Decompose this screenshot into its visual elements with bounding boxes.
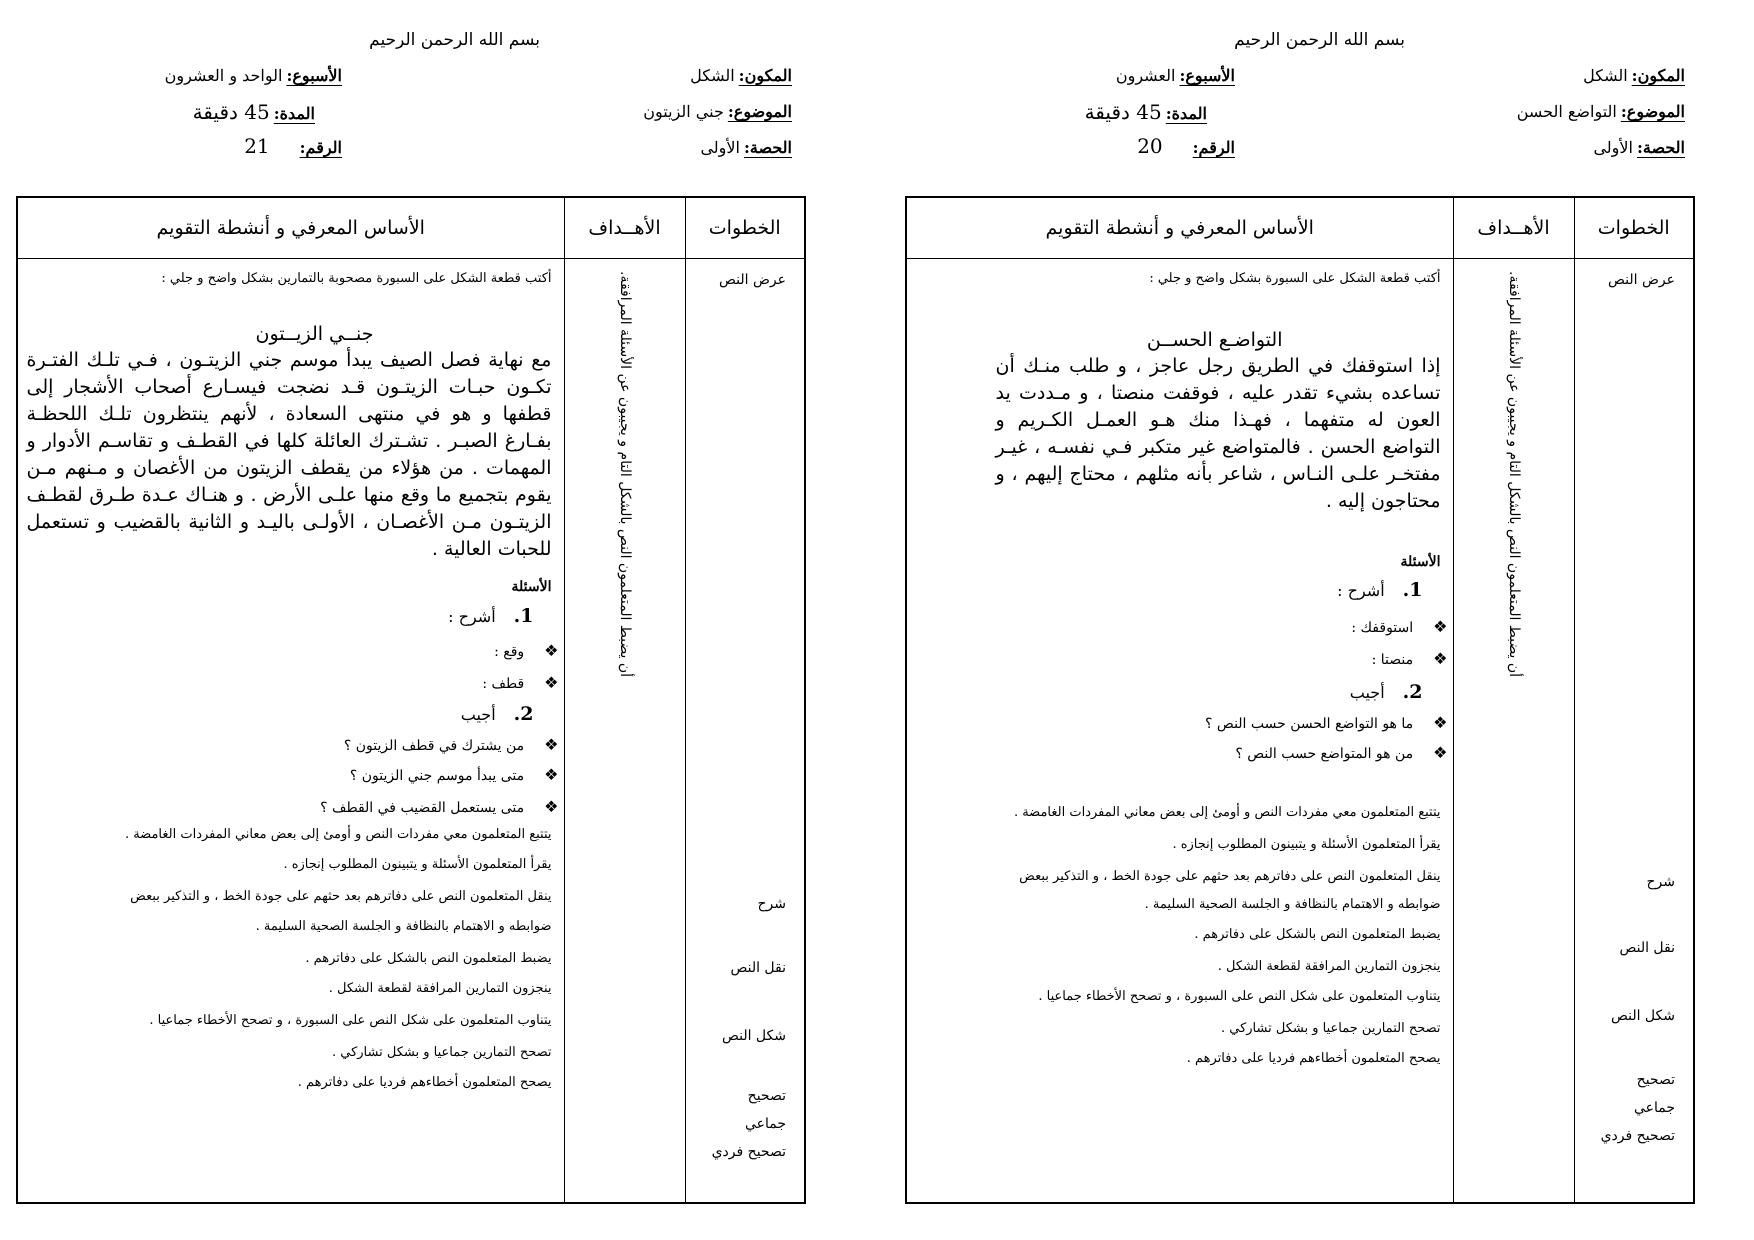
step-copy: نقل النص	[1619, 940, 1675, 956]
lesson-sheet-20	[895, 0, 1715, 1240]
question-1-number: 1.	[1402, 579, 1423, 601]
step-explain: شرح	[757, 896, 786, 912]
question-1-item: ❖وقع :	[494, 641, 559, 660]
activity-line: يتناوب المتعلمون على شكل النص على السبورة ، و تصحح الأخطاء جماعيا .	[149, 1013, 552, 1028]
activity-line: تصحح التمارين جماعيا و بشكل تشاركي .	[1220, 1021, 1441, 1036]
question-2	[461, 703, 534, 725]
header-steps: الخطوات	[685, 197, 805, 259]
diamond-bullet-icon: ❖	[1433, 649, 1448, 668]
questions-heading: الأسئلة	[1400, 554, 1441, 570]
step-collective: جماعي	[1633, 1100, 1675, 1116]
week-field	[1116, 66, 1235, 85]
lesson-table	[905, 196, 1695, 1204]
activities-cell	[906, 259, 1453, 1204]
objective-text: أن يضبط المتعلمون النص بالشكل التام و يجيبون عن الأسئلة المرافقة.	[617, 271, 634, 678]
question-1-item: ❖قطف :	[482, 673, 559, 692]
duration-value: 45 دقيقة	[192, 100, 270, 124]
duration-label: المدة:	[273, 104, 315, 123]
question-2-item: ❖من هو المتواضع حسب النص ؟	[1235, 743, 1448, 762]
step-explain: شرح	[1646, 874, 1675, 890]
board-instruction: أكتب قطعة الشكل على السبورة مصحوبة بالتمارين بشكل واضح و جلي :	[161, 271, 552, 286]
number-value: 21	[244, 134, 270, 158]
steps-cell	[1574, 259, 1694, 1204]
header-steps: الخطوات	[1574, 197, 1694, 259]
diamond-bullet-icon: ❖	[1433, 617, 1448, 636]
passage-title: التواضـع الحســن	[1146, 329, 1283, 351]
activities-cell	[17, 259, 564, 1204]
session-field	[700, 138, 792, 157]
step-vowel: شكل النص	[721, 1028, 786, 1044]
duration-label: المدة:	[1165, 104, 1207, 123]
step-display: عرض النص	[1608, 272, 1675, 288]
session-label: الحصة:	[1636, 138, 1685, 157]
question-1-item: ❖منصتا :	[1371, 649, 1448, 668]
activity-line: يتتبع المتعلمون معي مفردات النص و أومئ إلى بعض معاني المفردات الغامضة .	[1013, 805, 1441, 820]
activity-line: تصحح التمارين جماعيا و بشكل تشاركي .	[331, 1045, 552, 1060]
session-field	[1593, 138, 1685, 157]
question-2-item: ❖من يشترك في قطف الزيتون ؟	[343, 735, 559, 754]
number-field	[1137, 134, 1235, 158]
objectives-cell	[564, 259, 685, 1204]
question-1	[1337, 579, 1422, 601]
question-2-item: ❖متى يستعمل القضيب في القطف ؟	[320, 797, 559, 816]
activity-line: ينجزون التمارين المرافقة لقطعة الشكل .	[328, 981, 552, 996]
question-2-number: 2.	[1402, 681, 1423, 703]
objectives-cell	[1453, 259, 1574, 1204]
question-1-label: أشرح :	[1337, 581, 1385, 600]
week-label: الأسبوع:	[1179, 66, 1235, 85]
step-individual: تصحيح فردي	[1600, 1128, 1675, 1144]
question-2	[1350, 681, 1423, 703]
component-value: الشكل	[690, 66, 735, 85]
duration-field	[1085, 100, 1207, 124]
component-field	[1583, 66, 1685, 85]
week-value: العشرون	[1115, 66, 1176, 85]
step-vowel: شكل النص	[1610, 1008, 1675, 1024]
week-value: الواحد و العشرون	[164, 66, 283, 85]
duration-value: 45 دقيقة	[1084, 100, 1162, 124]
diamond-bullet-icon: ❖	[544, 765, 559, 784]
diamond-bullet-icon: ❖	[544, 797, 559, 816]
diamond-bullet-icon: ❖	[544, 735, 559, 754]
diamond-bullet-icon: ❖	[544, 641, 559, 660]
activity-line: يقرأ المتعلمون الأسئلة و يتبينون المطلوب إنجازه .	[283, 857, 552, 872]
question-2-label: أجيب	[460, 705, 496, 724]
question-2-item: ❖متى يبدأ موسم جني الزيتون ؟	[349, 765, 559, 784]
activity-line: يضبط المتعلمون النص بالشكل على دفاترهم .	[305, 951, 552, 966]
basmala: بسم الله الرحمن الرحيم	[369, 30, 540, 50]
objective-text: أن يضبط المتعلمون النص بالشكل التام و يجيبون عن الأسئلة المرافقة.	[1506, 271, 1523, 678]
duration-field	[193, 100, 315, 124]
activity-line: يصحح المتعلمون أخطاءهم فرديا على دفاترهم .	[1186, 1051, 1441, 1066]
session-value: الأولى	[1593, 138, 1633, 157]
question-1	[448, 605, 533, 627]
activity-line: ينجزون التمارين المرافقة لقطعة الشكل .	[1217, 959, 1441, 974]
step-correct: تصحيح	[1636, 1072, 1675, 1088]
session-value: الأولى	[700, 138, 740, 157]
passage-title: جنــي الزيــتون	[255, 323, 374, 345]
week-field	[165, 66, 342, 85]
question-1-item: ❖استوقفك :	[1351, 617, 1448, 636]
topic-value: التواضع الحسن	[1516, 102, 1617, 121]
passage-text: مع نهاية فصل الصيف يبدأ موسم جني الزيتـون ، فـي تلـك الفتـرة تكـون حبـات الزيتـون قـد نضجت فيسـارع أصحاب الأشجار إلى قطفها و هو في منتهى السعادة ، لأنهم ينتظرون تلـك اللحظـة بفـارغ الصبـر . تشـترك العائلة كلها في القطـف و تقاسـم الأدوار و المهمات . من هؤلاء من يقطف الزيتون من الأغصان و مـنهم مـن يقوم بتجميع ما وقع منها علـى الأرض . و هنـاك عـدة طـرق لقطـف الزيتـون مـن الأغصـان ، الأولـى باليـد و الثانية بالقضيب و تستعمل للحبات العالية .	[26, 349, 552, 560]
diamond-bullet-icon: ❖	[1433, 743, 1448, 762]
activity-line: ينقل المتعلمون النص على دفاترهم بعد حثهم على جودة الخط ، و التذكير ببعض	[1019, 869, 1441, 884]
question-1-number: 1.	[513, 605, 534, 627]
header-objectives: الأهــداف	[564, 197, 685, 259]
header-objectives: الأهــداف	[1453, 197, 1574, 259]
activity-line: يقرأ المتعلمون الأسئلة و يتبينون المطلوب إنجازه .	[1172, 837, 1441, 852]
topic-label: الموضوع:	[1620, 102, 1685, 121]
steps-cell	[685, 259, 805, 1204]
question-2-item: ❖ما هو التواضع الحسن حسب النص ؟	[1205, 713, 1448, 732]
board-instruction: أكتب قطعة الشكل على السبورة بشكل واضح و جلي :	[1149, 271, 1441, 286]
component-label: المكون:	[738, 66, 792, 85]
diamond-bullet-icon: ❖	[1433, 713, 1448, 732]
number-label: الرقم:	[1192, 138, 1235, 157]
header-activities: الأساس المعرفي و أنشطة التقويم	[906, 197, 1453, 259]
topic-label: الموضوع:	[727, 102, 792, 121]
component-field	[690, 66, 792, 85]
activity-line: ينقل المتعلمون النص على دفاترهم بعد حثهم على جودة الخط ، و التذكير ببعض	[130, 889, 552, 904]
activity-line: ضوابطه و الاهتمام بالنظافة و الجلسة الصحية السليمة .	[255, 919, 552, 934]
questions-heading: الأسئلة	[511, 579, 552, 595]
diamond-bullet-icon: ❖	[544, 673, 559, 692]
step-collective: جماعي	[744, 1116, 786, 1132]
session-label: الحصة:	[743, 138, 792, 157]
question-2-number: 2.	[513, 703, 534, 725]
lesson-table	[16, 196, 806, 1204]
question-1-label: أشرح :	[448, 607, 496, 626]
component-value: الشكل	[1583, 66, 1628, 85]
step-correct: تصحيح	[747, 1088, 786, 1104]
activity-line: يتتبع المتعلمون معي مفردات النص و أومئ إلى بعض معاني المفردات الغامضة .	[124, 827, 552, 842]
step-copy: نقل النص	[730, 960, 786, 976]
activity-line: يتناوب المتعلمون على شكل النص على السبورة ، و تصحح الأخطاء جماعيا .	[1038, 989, 1441, 1004]
number-value: 20	[1137, 134, 1163, 158]
activity-line: ضوابطه و الاهتمام بالنظافة و الجلسة الصحية السليمة .	[1144, 897, 1441, 912]
step-individual: تصحيح فردي	[711, 1144, 786, 1160]
passage-text: إذا استوقفك في الطريق رجل عاجز ، و طلب منـك أن تساعده بشيء تقدر عليه ، فوقفت منصتا ، و مـددت يد العون له متفهما ، فهـذا منك هـو العمـل الكـريم و التواضع الحسن . فالمتواضع غير متكبر فـي نفسـه ، غيـر مفتخـر علـى النـاس ، شاعر بأنه مثلهم ، محتاج إليهم ، و محتاجون إليه .	[995, 355, 1441, 512]
header-activities: الأساس المعرفي و أنشطة التقويم	[17, 197, 564, 259]
step-display: عرض النص	[719, 272, 786, 288]
activity-line: يصحح المتعلمون أخطاءهم فرديا على دفاترهم .	[297, 1075, 552, 1090]
week-label: الأسبوع:	[286, 66, 342, 85]
number-field	[244, 134, 342, 158]
question-2-label: أجيب	[1349, 683, 1385, 702]
component-label: المكون:	[1631, 66, 1685, 85]
number-label: الرقم:	[299, 138, 342, 157]
lesson-sheet-21	[0, 0, 820, 1240]
activity-line: يضبط المتعلمون النص بالشكل على دفاترهم .	[1194, 927, 1441, 942]
topic-field	[1517, 102, 1685, 121]
topic-value: جني الزيتون	[643, 102, 724, 121]
basmala: بسم الله الرحمن الرحيم	[1234, 30, 1405, 50]
topic-field	[643, 102, 792, 121]
